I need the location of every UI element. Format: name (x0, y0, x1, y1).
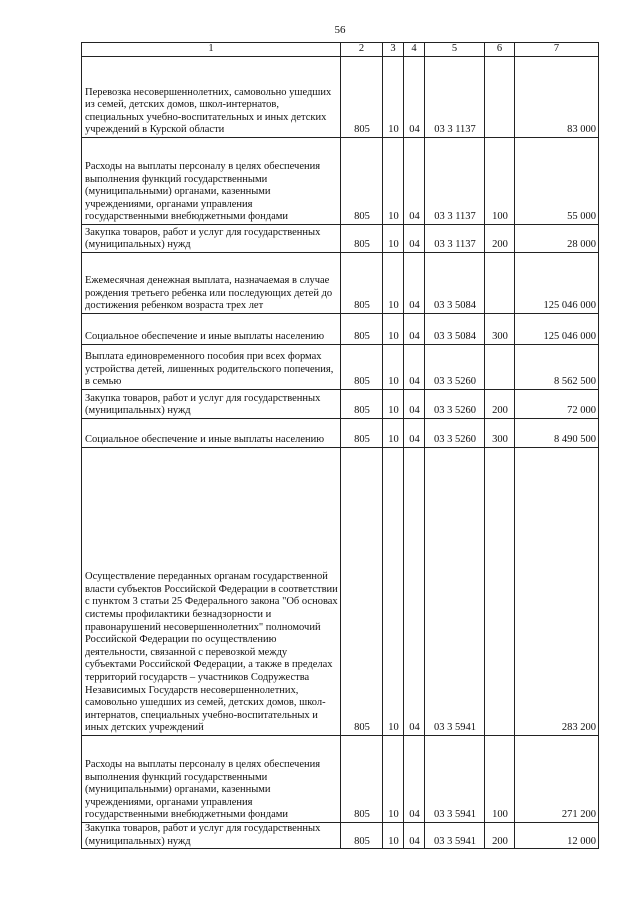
column-header: 4 (404, 43, 425, 57)
target-article: 03 3 5941 (425, 736, 485, 823)
target-article: 03 3 1137 (425, 57, 485, 138)
admin-code: 805 (341, 314, 383, 345)
row-name: Закупка товаров, работ и услуг для государственных (муниципальных) нужд (82, 823, 341, 849)
row-name: Расходы на выплаты персоналу в целях обеспечения выполнения функций государственными (муниципальными) органами, казенными учреждениями, органами управления государственными внебюджетными фондами (82, 138, 341, 225)
subsection-code: 04 (404, 57, 425, 138)
subsection-code: 04 (404, 736, 425, 823)
subsection-code: 04 (404, 138, 425, 225)
table-row (82, 823, 599, 849)
column-header: 7 (515, 43, 599, 57)
section-code: 10 (383, 419, 404, 448)
amount: 125 046 000 (515, 253, 599, 314)
section-code: 10 (383, 253, 404, 314)
amount: 8 562 500 (515, 345, 599, 390)
table-row (82, 57, 599, 138)
admin-code: 805 (341, 253, 383, 314)
admin-code: 805 (341, 225, 383, 253)
subsection-code: 04 (404, 314, 425, 345)
row-name: Расходы на выплаты персоналу в целях обеспечения выполнения функций государственными (муниципальными) органами, казенными учреждениями, органами управления государственными внебюджетными фондами (82, 736, 341, 823)
amount: 83 000 (515, 57, 599, 138)
section-code: 10 (383, 138, 404, 225)
amount: 125 046 000 (515, 314, 599, 345)
page-number: 56 (334, 24, 346, 36)
section-code: 10 (383, 823, 404, 849)
admin-code: 805 (341, 390, 383, 419)
subsection-code: 04 (404, 225, 425, 253)
column-header: 1 (82, 43, 341, 57)
row-name: Закупка товаров, работ и услуг для государственных (муниципальных) нужд (82, 390, 341, 419)
section-code: 10 (383, 448, 404, 736)
table-row (82, 138, 599, 225)
admin-code: 805 (341, 419, 383, 448)
expense-kind: 200 (485, 823, 515, 849)
target-article: 03 3 5260 (425, 419, 485, 448)
amount: 55 000 (515, 138, 599, 225)
row-name: Выплата единовременного пособия при всех формах устройства детей, лишенных родительского попечения, в семью (82, 345, 341, 390)
expense-kind (485, 57, 515, 138)
target-article: 03 3 5260 (425, 345, 485, 390)
subsection-code: 04 (404, 823, 425, 849)
amount: 8 490 500 (515, 419, 599, 448)
target-article: 03 3 5941 (425, 448, 485, 736)
row-name: Ежемесячная денежная выплата, назначаемая в случае рождения третьего ребенка или последующих детей до достижения ребенком возраста трех лет (82, 253, 341, 314)
row-name: Социальное обеспечение и иные выплаты населению (82, 419, 341, 448)
target-article: 03 3 1137 (425, 138, 485, 225)
table-row (82, 225, 599, 253)
table-row (82, 314, 599, 345)
column-header: 3 (383, 43, 404, 57)
row-name: Перевозка несовершеннолетних, самовольно ушедших из семей, детских домов, школ-интернатов, специальных учебно-воспитательных и иных детских учреждений в Курской области (82, 57, 341, 138)
column-header: 5 (425, 43, 485, 57)
table-row (82, 390, 599, 419)
section-code: 10 (383, 390, 404, 419)
header-row (82, 43, 599, 57)
amount: 283 200 (515, 448, 599, 736)
admin-code: 805 (341, 448, 383, 736)
row-name: Осуществление переданных органам государственной власти субъектов Российской Федерации в соответствии с пунктом 3 статьи 25 Федерального закона "Об основах системы профилактики безнадзорности и правонарушений несовершеннолетних" полномочий Российской Федерации по осуществлению деятельности, связанной с перевозкой между субъектами Российской Федерации, а также в пределах территорий государств – участников Содружества Независимых Государств несовершеннолетних, самовольно ушедших из семей, детских домов, школ-интернатов, специальных учебно-воспитательных и иных детских учреждений (82, 448, 341, 736)
subsection-code: 04 (404, 419, 425, 448)
section-code: 10 (383, 736, 404, 823)
row-name: Закупка товаров, работ и услуг для государственных (муниципальных) нужд (82, 225, 341, 253)
expense-kind: 300 (485, 419, 515, 448)
target-article: 03 3 5941 (425, 823, 485, 849)
expense-kind (485, 448, 515, 736)
subsection-code: 04 (404, 345, 425, 390)
section-code: 10 (383, 225, 404, 253)
table-row (82, 448, 599, 736)
admin-code: 805 (341, 138, 383, 225)
section-code: 10 (383, 57, 404, 138)
admin-code: 805 (341, 736, 383, 823)
expense-kind: 100 (485, 138, 515, 225)
expense-kind: 300 (485, 314, 515, 345)
subsection-code: 04 (404, 390, 425, 419)
table-row (82, 345, 599, 390)
subsection-code: 04 (404, 253, 425, 314)
admin-code: 805 (341, 823, 383, 849)
subsection-code: 04 (404, 448, 425, 736)
expense-kind (485, 253, 515, 314)
row-name: Социальное обеспечение и иные выплаты населению (82, 314, 341, 345)
expense-kind: 200 (485, 225, 515, 253)
target-article: 03 3 5084 (425, 314, 485, 345)
expense-kind (485, 345, 515, 390)
table-row (82, 736, 599, 823)
section-code: 10 (383, 314, 404, 345)
column-header: 2 (341, 43, 383, 57)
admin-code: 805 (341, 345, 383, 390)
budget-table (81, 42, 599, 849)
amount: 271 200 (515, 736, 599, 823)
amount: 28 000 (515, 225, 599, 253)
expense-kind: 100 (485, 736, 515, 823)
target-article: 03 3 1137 (425, 225, 485, 253)
amount: 72 000 (515, 390, 599, 419)
table-row (82, 253, 599, 314)
target-article: 03 3 5260 (425, 390, 485, 419)
table-row (82, 419, 599, 448)
amount: 12 000 (515, 823, 599, 849)
column-header: 6 (485, 43, 515, 57)
admin-code: 805 (341, 57, 383, 138)
section-code: 10 (383, 345, 404, 390)
expense-kind: 200 (485, 390, 515, 419)
target-article: 03 3 5084 (425, 253, 485, 314)
